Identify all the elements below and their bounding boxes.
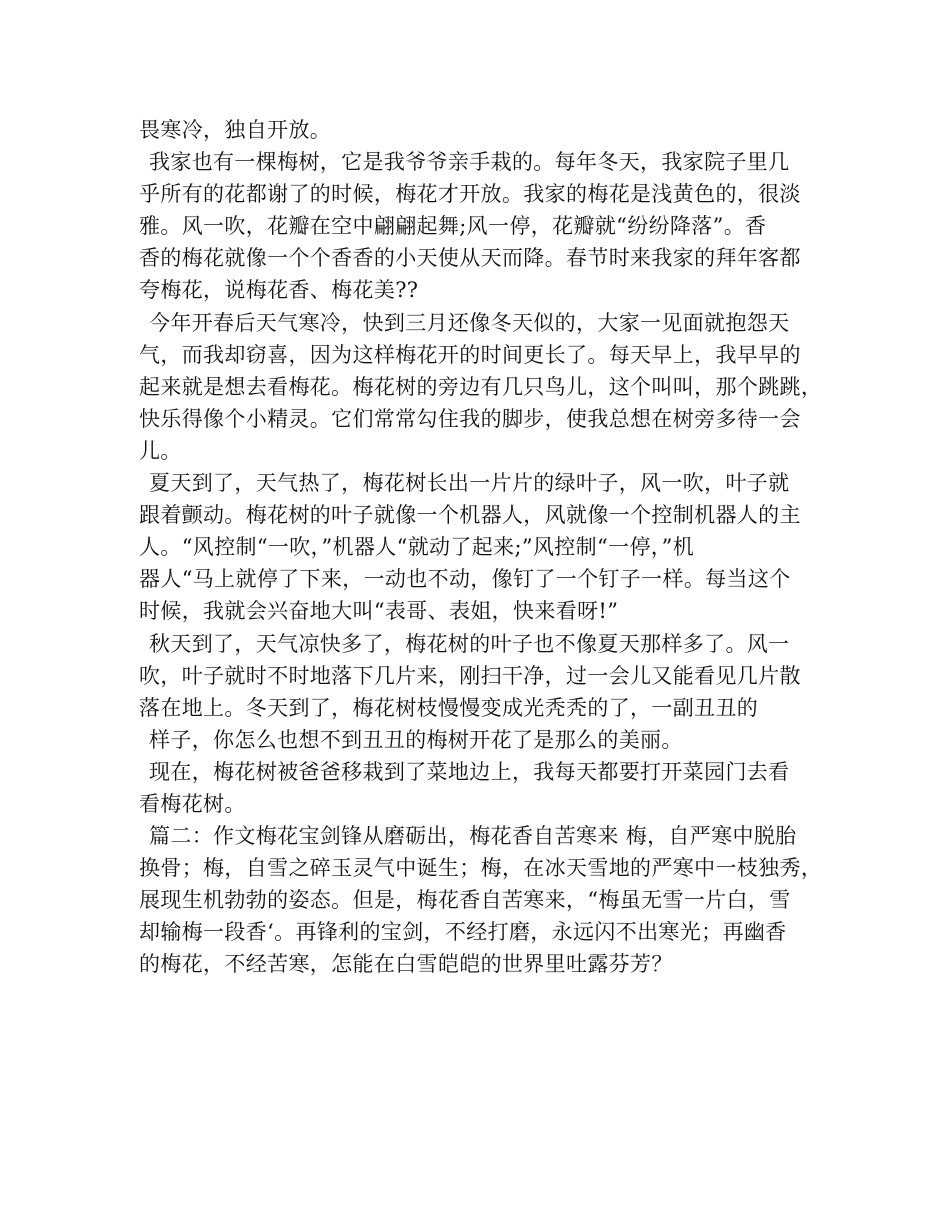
text-line: 落在地上。冬天到了，梅花树枝慢慢变成光秃秃的了，一副丑丑的 — [139, 695, 759, 720]
paragraph-start-line: 篇二：作文梅花宝剑锋从磨砺出，梅花香自苦寒来 梅，自严寒中脱胎 — [149, 824, 797, 849]
text-line: 乎所有的花都谢了的时候，梅花才开放。我家的梅花是浅黄色的，很淡 — [139, 182, 801, 207]
text-line: 吹，叶子就时不时地落下几片来，刚扫干净，过一会儿又能看见几片散 — [139, 663, 801, 688]
paragraph-start-line: 夏天到了，天气热了，梅花树长出一片片的绿叶子，风一吹，叶子就 — [149, 471, 790, 496]
text-line: 儿。 — [139, 438, 182, 463]
text-line: 起来就是想去看梅花。梅花树的旁边有几只鸟儿，这个叫叫，那个跳跳， — [139, 374, 823, 399]
text-line: 香的梅花就像一个个香香的小天使从天而降。春节时来我家的拜年客都 — [139, 246, 801, 271]
text-line: 跟着颤动。梅花树的叶子就像一个机器人，风就像一个控制机器人的主 — [139, 503, 801, 528]
text-line: 雅。风一吹，花瓣在空中翩翩起舞;风一停，花瓣就“纷纷降落”。香 — [139, 214, 767, 239]
text-line: 夸梅花，说梅花香、梅花美?? — [139, 278, 419, 303]
text-line: 器人“马上就停了下来，一动也不动，像钉了一个钉子一样。每当这个 — [139, 567, 791, 592]
text-line: 时候，我就会兴奋地大叫“表哥、表姐，快来看呀!” — [139, 599, 619, 624]
paragraph-start-line: 样子，你怎么也想不到丑丑的梅树开花了是那么的美丽。 — [149, 727, 683, 752]
paragraph-start-line: 现在，梅花树被爸爸移栽到了菜地边上，我每天都要打开菜园门去看 — [149, 759, 790, 784]
text-line: 却输梅一段香‘。再锋利的宝剑，不经打磨，永远闪不出寒光；再幽香 — [139, 920, 787, 945]
paragraph-start-line: 秋天到了，天气凉快多了，梅花树的叶子也不像夏天那样多了。风一 — [149, 631, 790, 656]
text-line: 的梅花，不经苦寒，怎能在白雪皑皑的世界里吐露芬芳？ — [139, 952, 673, 977]
essay-text — [139, 114, 827, 981]
paragraph-start-line: 我家也有一棵梅树，它是我爷爷亲手栽的。每年冬天，我家院子里几 — [149, 150, 790, 175]
paragraph-start-line: 今年开春后天气寒冷，快到三月还像冬天似的，大家一见面就抱怨天 — [149, 310, 790, 335]
text-line: 换骨；梅，自雪之碎玉灵气中诞生；梅，在冰天雪地的严寒中一枝独秀， — [139, 856, 823, 881]
text-line: 看梅花树。 — [139, 791, 246, 816]
text-line: 展现生机勃勃的姿态。但是，梅花香自苦寒来，“梅虽无雪一片白，雪 — [139, 888, 791, 913]
text-line: 畏寒冷，独自开放。 — [139, 118, 332, 142]
text-line: 气，而我却窃喜，因为这样梅花开的时间更长了。每天早上，我早早的 — [139, 342, 801, 367]
text-line: 快乐得像个小精灵。它们常常勾住我的脚步，使我总想在树旁多待一会 — [139, 406, 801, 431]
text-line: 人。“风控制“一吹，”机器人“就动了起来;”风控制“一停，”机 — [139, 535, 695, 560]
